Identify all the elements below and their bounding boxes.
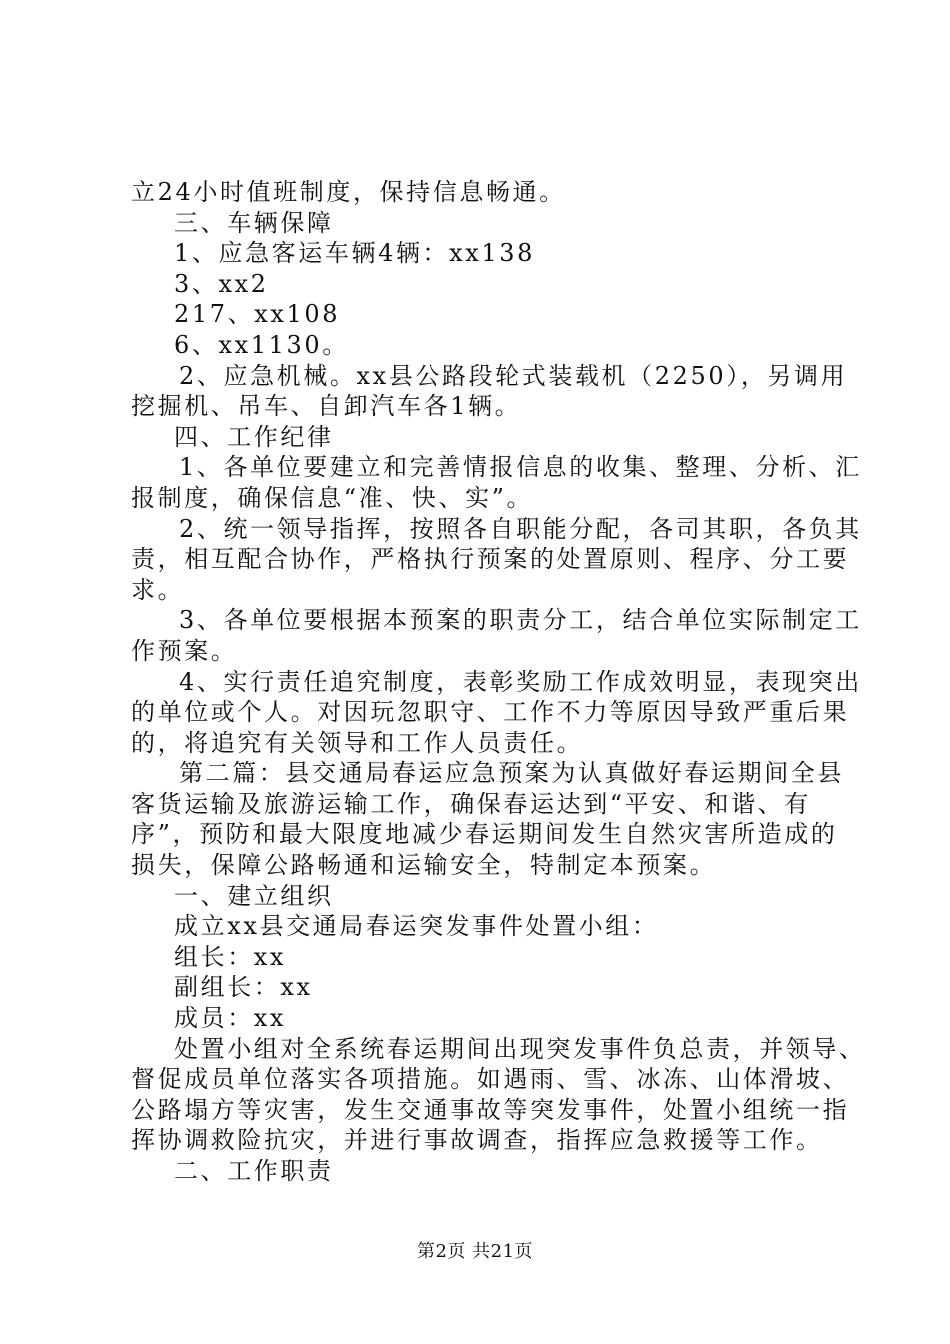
text-line: 217、xx108 xyxy=(174,300,341,329)
section-heading: 三、车辆保障 xyxy=(174,208,334,237)
text-line: 1、各单位要建立和完善情报信息的收集、整理、分析、汇 xyxy=(179,453,862,482)
section-heading: 一、建立组织 xyxy=(174,881,334,910)
text-line: 组长：xx xyxy=(174,942,287,971)
text-line: 处置小组对全系统春运期间出现突发事件负总责，并领导、 xyxy=(174,1034,866,1063)
text-line: 的单位或个人。对因玩忽职守、工作不力等原因导致严重后果 xyxy=(131,698,850,727)
text-line: 2、统一领导指挥，按照各自职能分配，各司其职，各负其 xyxy=(179,514,862,543)
text-line: 损失，保障公路畅通和运输安全，特制定本预案。 xyxy=(131,851,717,880)
text-line: 副组长：xx xyxy=(174,973,313,1002)
text-line: 报制度，确保信息“准、快、实”。 xyxy=(131,483,534,512)
text-line: 6、xx1130。 xyxy=(174,330,349,359)
text-line: 3、各单位要根据本预案的职责分工，结合单位实际制定工 xyxy=(179,606,862,635)
text-line: 挥协调救险抗灾，并进行事故调查，指挥应急救援等工作。 xyxy=(131,1126,823,1155)
text-line: 序”，预防和最大限度地减少春运期间发生自然灾害所造成的 xyxy=(131,820,838,849)
page-number-footer: 第2页 共21页 xyxy=(416,1241,534,1262)
text-line: 客货运输及旅游运输工作，确保春运达到“平安、和谐、有 xyxy=(131,789,811,818)
text-line: 挖掘机、吊车、自卸汽车各1辆。 xyxy=(131,392,522,421)
text-line: 的，将追究有关领导和工作人员责任。 xyxy=(131,728,584,757)
text-line: 2、应急机械。xx县公路段轮式装载机（2250），另调用 xyxy=(179,361,848,390)
text-line: 1、应急客运车辆4辆：xx138 xyxy=(174,239,536,268)
text-line: 4、实行责任追究制度，表彰奖励工作成效明显，表现突出 xyxy=(179,667,862,696)
text-line: 作预案。 xyxy=(131,636,238,665)
text-line: 第二篇：县交通局春运应急预案为认真做好春运期间全县 xyxy=(179,759,844,788)
section-heading: 四、工作纪律 xyxy=(174,422,334,451)
text-line: 立24小时值班制度，保持信息畅通。 xyxy=(131,178,566,206)
text-line: 责，相互配合协作，严格执行预案的处置原则、程序、分工要 xyxy=(131,545,850,574)
text-line: 督促成员单位落实各项措施。如遇雨、雪、冰冻、山体滑坡、 xyxy=(131,1065,850,1094)
text-line: 求。 xyxy=(131,575,185,604)
document-body xyxy=(131,177,866,1187)
text-line: 3、xx2 xyxy=(174,269,269,298)
text-line: 公路塌方等灾害，发生交通事故等突发事件，处置小组统一指 xyxy=(131,1095,850,1124)
section-heading: 二、工作职责 xyxy=(174,1157,334,1185)
text-line: 成立xx县交通局春运突发事件处置小组： xyxy=(174,912,659,941)
text-line: 成员：xx xyxy=(174,1004,287,1033)
